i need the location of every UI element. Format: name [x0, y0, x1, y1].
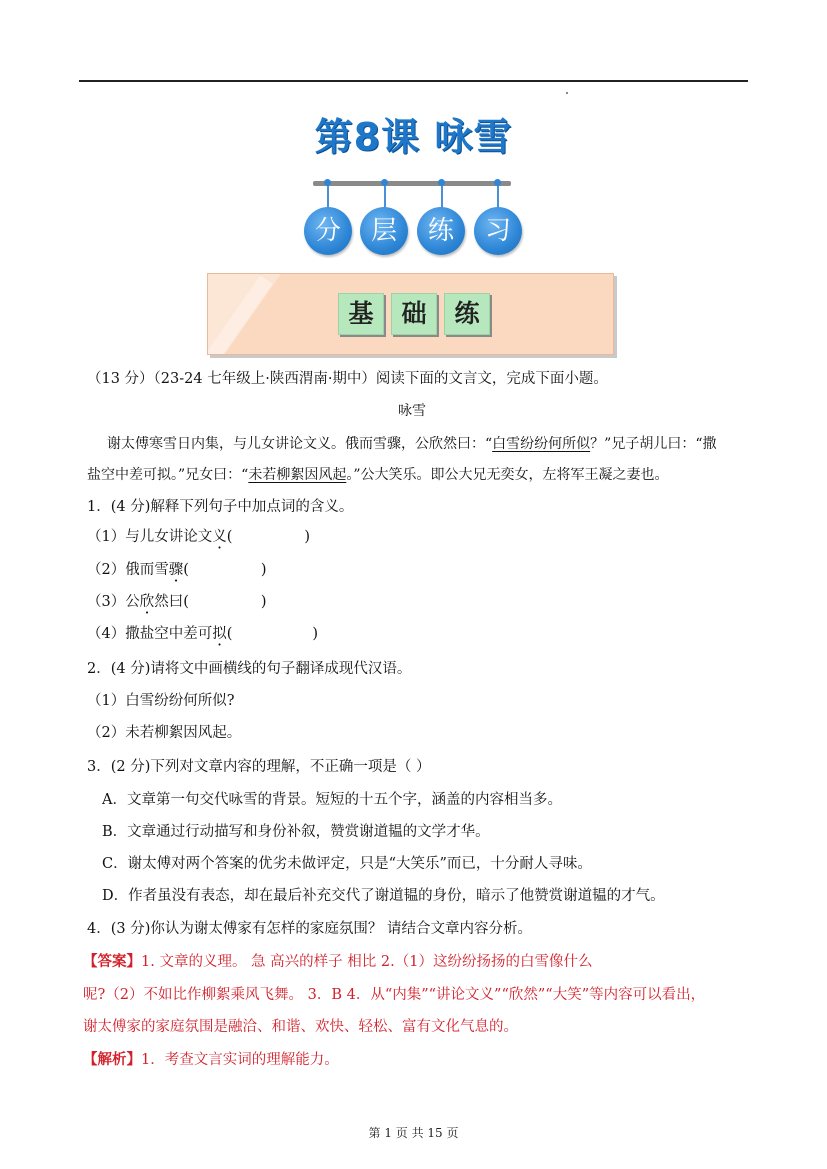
hanger-dot: [438, 179, 445, 186]
q3-option-a: A．文章第一句交代咏雪的背景。短短的十五个字，涵盖的内容相当多。: [102, 792, 562, 808]
analysis-label: 【解析】: [83, 1051, 141, 1068]
paren-close: ): [260, 594, 267, 610]
q3-option-d: D．作者虽没有表态，却在最后补充交代了谢道韫的身份，暗示了他赞赏谢道韫的才气。: [102, 888, 665, 904]
q1-item-3: [87, 592, 267, 612]
banner-tile-1: 基: [338, 293, 384, 335]
circle-char-2: 层: [360, 207, 408, 255]
paren-close: ): [260, 562, 267, 578]
answer-line-1: [83, 952, 592, 972]
q3-option-c: C．谢太傅对两个答案的优劣未做评定，只是“大笑乐”而已，十分耐人寻味。: [102, 856, 592, 872]
item-text: （2）俄而雪: [87, 562, 169, 578]
paren-open: (: [226, 529, 233, 545]
paren-open: (: [183, 562, 189, 578]
circle-char-3: 练: [417, 207, 465, 255]
q3-option-b: B．文章通过行动描写和身份补叙，赞赏谢道韫的文学才华。: [102, 824, 490, 840]
dotted-word: 拟: [212, 626, 227, 642]
underlined-sentence: 未若柳絮因风起: [248, 467, 347, 483]
banner-tile-3: 练: [444, 293, 490, 335]
analysis-text: 1．考查文言实词的理解能力。: [141, 1052, 339, 1068]
dotted-word: 骤: [168, 562, 184, 578]
q2-item-2: （2）未若柳絮因风起。: [87, 725, 242, 741]
banner-tile-2: 础: [391, 293, 437, 335]
answer-text: 1. 文章的义理。 急 高兴的样子 相比 2.（1）这纷纷扬扬的白雪像什么: [141, 954, 593, 970]
passage-title: 咏雪: [398, 403, 426, 419]
item-text: （4）撒盐空中差可: [87, 626, 213, 642]
hanger-dot: [494, 179, 501, 186]
passage-text: ？”兄子胡儿曰：“撒: [590, 436, 717, 452]
answer-line-3: 谢太傅家的家庭氛围是融洽、和谐、欢快、轻松、富有文化气息的。: [83, 1019, 518, 1035]
q3-stem: 3．(2 分)下列对文章内容的理解，不正确一项是（ ）: [87, 759, 431, 775]
paren-close: ): [304, 529, 311, 545]
paren-close: ): [312, 626, 319, 642]
item-text: （1）与儿女讲论文: [87, 529, 213, 545]
stray-dot: [566, 92, 568, 94]
header-rule: [79, 80, 748, 82]
item-text: 然曰: [154, 594, 184, 610]
paren-open: (: [226, 626, 233, 642]
passage-text: 盐空中差可拟。”兄女曰：“: [87, 467, 249, 483]
q1-item-1: [87, 527, 310, 547]
dotted-word: 欣: [139, 594, 155, 610]
hanger-dot: [324, 179, 331, 186]
hanger-dot: [381, 179, 388, 186]
analysis-line: [83, 1050, 339, 1070]
paren-open: (: [183, 594, 189, 610]
q1-stem: 1．(4 分)解释下列句子中加点词的含义。: [87, 499, 354, 515]
page-footer: 第 1 页 共 15 页: [368, 1126, 459, 1140]
q1-item-4: [87, 624, 318, 644]
passage-text: 。”公大笑乐。即公大兄无奕女，左将军王凝之妻也。: [346, 467, 669, 483]
circle-char-4: 习: [474, 207, 522, 255]
q2-item-1: （1）白雪纷纷何所似?: [87, 693, 235, 709]
passage-line-2: [87, 465, 668, 485]
answer-line-2: 呢?（2）不如比作柳絮乘风飞舞。 3．B 4．从“内集”“讲论文义”“欣然”“大笑”等内容可以看出，: [83, 987, 706, 1003]
passage-text: 谢太傅寒雪日内集，与儿女讲论文义。俄而雪骤，公欣然曰：“: [107, 436, 493, 452]
page-title: 第8课 咏雪: [314, 115, 513, 159]
circle-hanger-bar: [313, 181, 511, 186]
answer-label: 【答案】: [83, 953, 141, 970]
underlined-sentence: 白雪纷纷何所似: [492, 436, 591, 452]
q4-stem: 4．(3 分)你认为谢太傅家有怎样的家庭氛围？ 请结合文章内容分析。: [87, 921, 532, 937]
item-text: （3）公: [87, 594, 140, 610]
passage-line-1: [107, 434, 716, 454]
q2-stem: 2．(4 分)请将文中画横线的句子翻译成现代汉语。: [87, 661, 412, 677]
q1-item-2: [87, 560, 267, 580]
dotted-word: 义: [212, 529, 227, 545]
section-banner: [207, 273, 614, 355]
circle-char-1: 分: [304, 207, 352, 255]
question-intro: （13 分）（23-24 七年级上·陕西渭南·期中）阅读下面的文言文，完成下面小题。: [87, 371, 608, 387]
